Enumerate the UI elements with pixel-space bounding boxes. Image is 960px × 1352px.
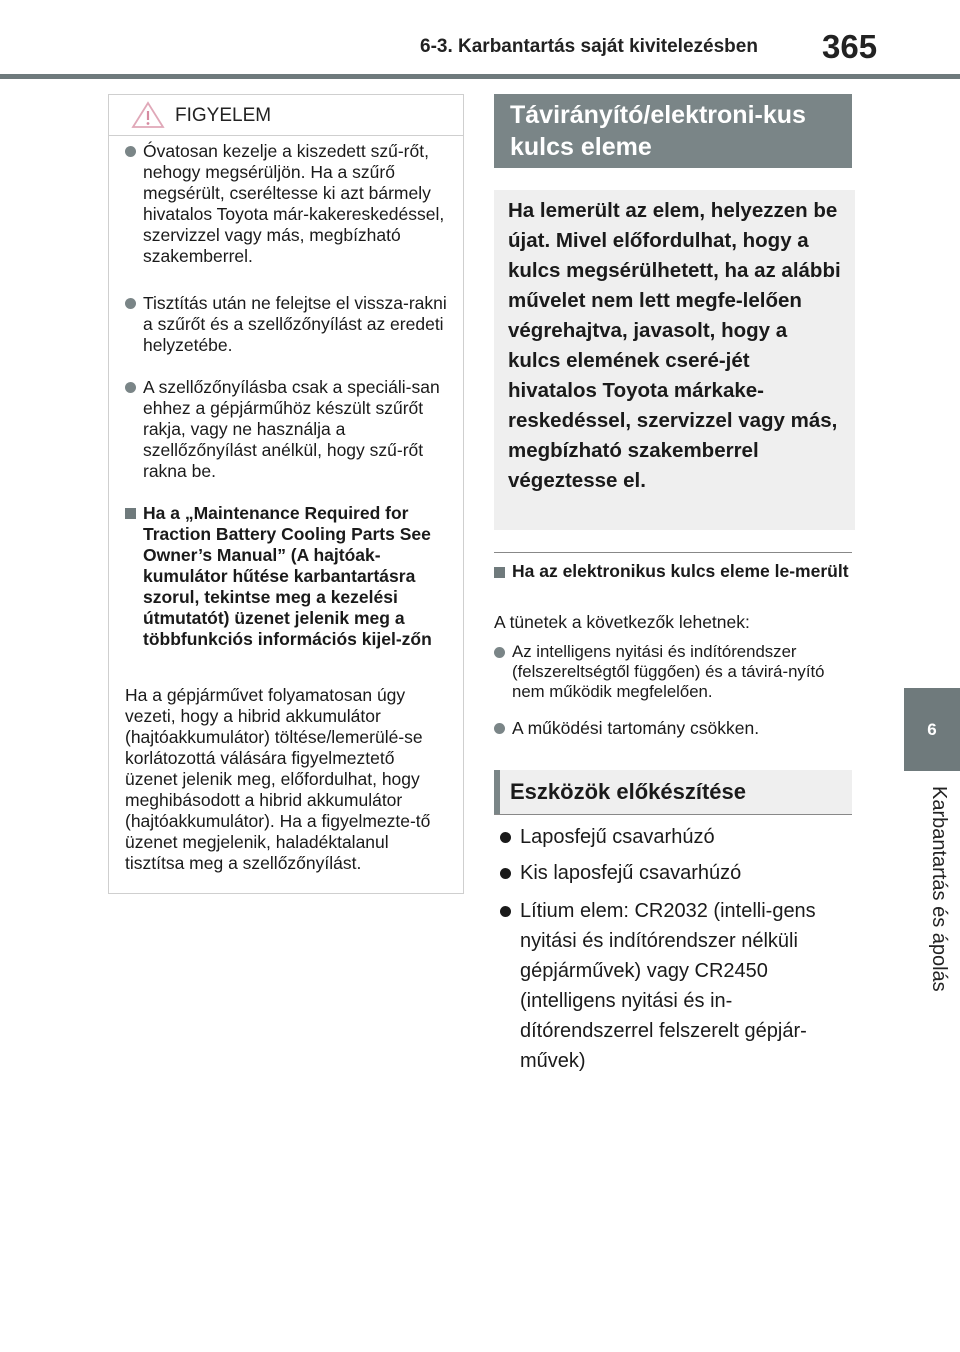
divider xyxy=(494,814,852,815)
bullet-icon xyxy=(494,723,505,734)
tools-heading: Eszközök előkészítése xyxy=(494,770,852,814)
bullet-icon xyxy=(125,382,136,393)
header-rule xyxy=(0,74,960,79)
tool-item: Laposfejű csavarhúzó xyxy=(498,822,848,852)
tool-item: Lítium elem: CR2032 (intelli-gens nyitási és indítórendszer nélküli gépjárművek) vagy CR2450 (intelligens nyitási és in-dítórendszerrel felszerelt gépjár-művek) xyxy=(498,896,828,1076)
symptom-item: Az intelligens nyitási és indítórendszer (felszereltségtől függően) és a távirá-nyító nem működik megfelelően. xyxy=(494,642,852,702)
warning-triangle-icon xyxy=(131,101,165,129)
chapter-tab-label: Karbantartás és ápolás xyxy=(928,786,950,992)
subheading: Ha az elektronikus kulcs eleme le-merült xyxy=(494,562,850,581)
symptoms-intro: A tünetek a következők lehetnek: xyxy=(494,612,750,632)
section-title: 6-3. Karbantartás saját kivitelezésben xyxy=(420,36,758,57)
square-bullet-icon xyxy=(494,567,505,578)
chapter-tab-number: 6 xyxy=(904,688,960,771)
bullet-icon xyxy=(500,906,511,917)
info-box: Ha lemerült az elem, helyezzen be újat. Mivel előfordulhat, hogy a kulcs megsérülhetett, ha az alábbi művelet nem lett megfe-lelően végrehajtva, javasolt, hogy a kulcs elemének cseré-jét hivatalos Toyota márkake-reskedéssel, szervizzel vagy más, megbízható szakemberrel végeztesse el. xyxy=(494,190,855,530)
caution-header xyxy=(109,95,463,136)
caution-item: Óvatosan kezelje a kiszedett szű-rőt, nehogy megsérüljön. Ha a szűrő megsérült, cseréltesse ki azt bármely hivatalos Toyota már-kakereskedéssel, szervizzel vagy más, megbízható szakemberrel. xyxy=(125,141,449,267)
caution-item: A szellőzőnyílásba csak a speciáli-san ehhez a gépjárműhöz készült szűrőt rakja, vagy ne használja a szellőzőnyílást anélkül, hogy szű-rőt rakna be. xyxy=(125,377,449,482)
caution-title: FIGYELEM xyxy=(175,105,272,126)
chapter-tab xyxy=(920,786,950,1016)
caution-box xyxy=(108,94,464,894)
square-bullet-icon xyxy=(125,508,136,519)
bullet-icon xyxy=(125,298,136,309)
caution-item: Tisztítás után ne felejtse el vissza-rakni a szűrőt és a szellőzőnyílást az eredeti helyzetébe. xyxy=(125,293,449,356)
bullet-icon xyxy=(500,868,511,879)
bullet-icon xyxy=(494,647,505,658)
bullet-icon xyxy=(125,146,136,157)
bullet-icon xyxy=(500,832,511,843)
caution-paragraph: Ha a gépjárművet folyamatosan úgy vezeti, hogy a hibrid akkumulátor (hajtóakkumulátor) töltése/lemerülé-se korlátozottá válására figyelmeztető üzenet jelenik meg, előfordulhat, hogy meghibásodott a hibrid akkumulátor (hajtóakkumulátor). Ha a figyelmezte-tő üzenet megjelenik, haladéktalanul tisztítsa meg a szellőzőnyílást. xyxy=(125,685,431,873)
caution-subheading: Ha a „Maintenance Required for Traction Battery Cooling Parts See Owner’s Manual” (A hajtóak-kumulátor hűtése karbantartásra szorul, tekintse meg a kezelési útmutatót) üzenet jelenik meg a többfunkciós információs kijel-zőn xyxy=(125,503,449,650)
section-heading: Távirányító/elektroni-kus kulcs eleme xyxy=(494,94,852,168)
page-number: 365 xyxy=(822,28,878,65)
symptom-item: A működési tartomány csökken. xyxy=(494,718,852,739)
divider xyxy=(494,552,852,553)
tool-item: Kis laposfejű csavarhúzó xyxy=(498,858,848,888)
